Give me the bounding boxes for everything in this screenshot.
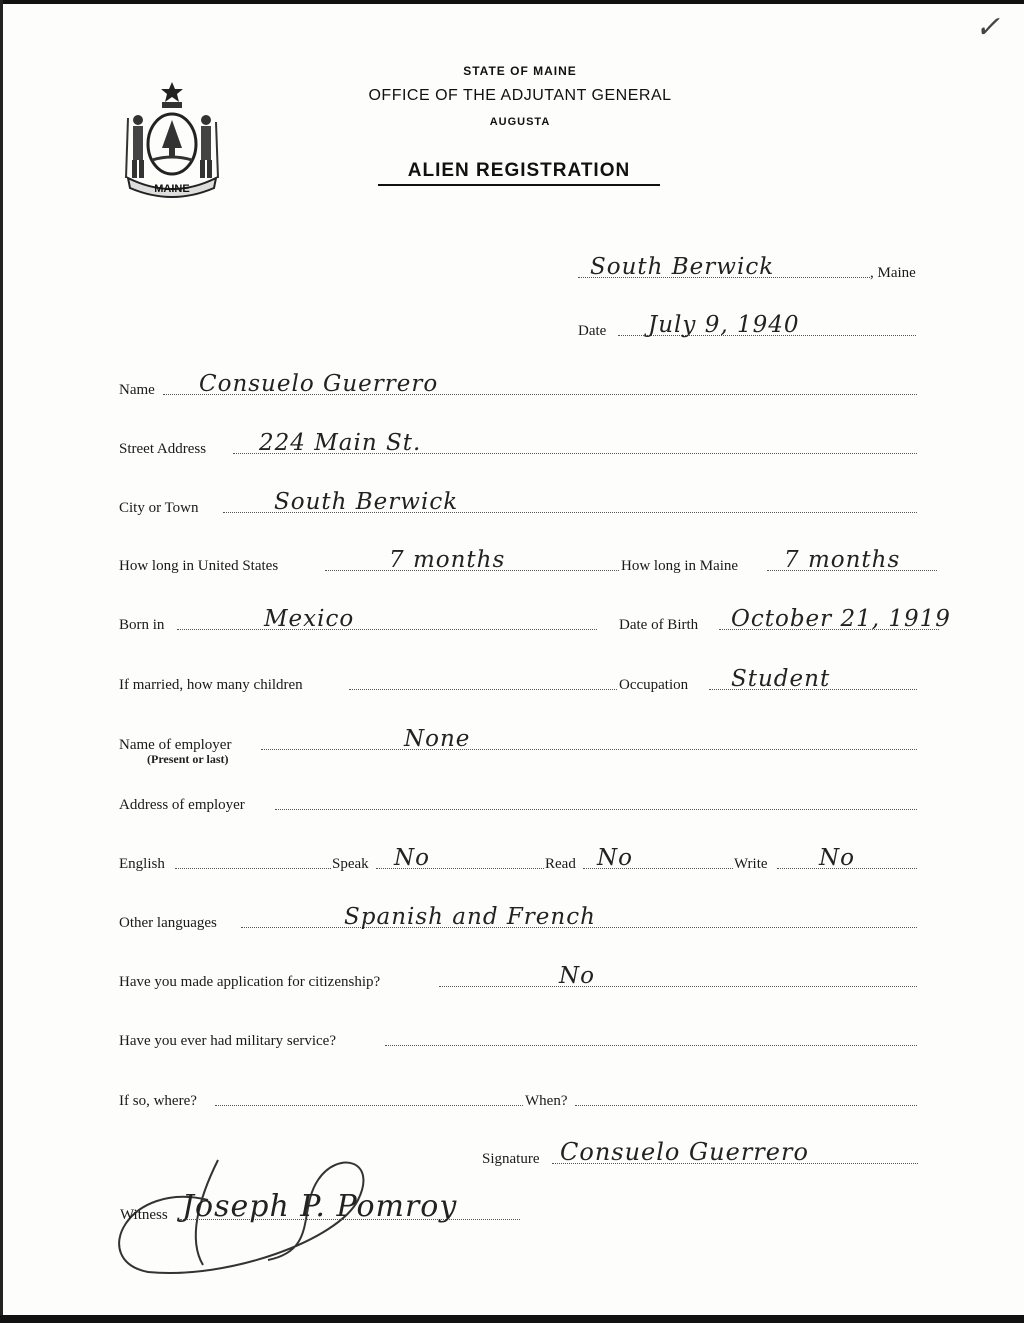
citizenship-row	[119, 965, 917, 991]
employer-address-label: Address of employer	[119, 797, 245, 813]
where-when-row	[119, 1084, 917, 1110]
write-value: No	[819, 845, 855, 871]
scan-edge-top	[0, 0, 1024, 4]
name-value: Consuelo Guerrero	[199, 371, 439, 397]
employer-address-line	[275, 809, 917, 810]
citizenship-line	[439, 986, 917, 987]
scan-edge-bottom	[0, 1315, 1024, 1323]
read-value: No	[597, 845, 633, 871]
born-in-line	[177, 629, 597, 630]
where-label: If so, where?	[119, 1093, 197, 1109]
occupation-label: Occupation	[619, 677, 689, 693]
dob-label: Date of Birth	[619, 617, 699, 633]
maine-duration-label: How long in Maine	[621, 558, 739, 574]
state-heading: STATE OF MAINE	[463, 64, 577, 78]
witness-label: Witness	[120, 1207, 168, 1223]
other-languages-label: Other languages	[119, 915, 217, 931]
children-line	[349, 689, 617, 690]
military-row	[119, 1024, 917, 1050]
born-in-value: Mexico	[264, 606, 355, 632]
children-occupation-row	[119, 668, 917, 694]
speak-value: No	[394, 845, 430, 871]
signature-value: Consuelo Guerrero	[560, 1138, 809, 1166]
english-row	[119, 847, 917, 873]
other-languages-row	[119, 906, 917, 932]
city-label: City or Town	[119, 500, 199, 516]
citizenship-label: Have you made application for citizenship?	[119, 974, 381, 990]
employer-sublabel: (Present or last)	[147, 752, 229, 766]
place-town-value: South Berwick	[590, 254, 775, 280]
city-row	[119, 491, 917, 517]
us-duration-value: 7 months	[389, 547, 506, 573]
military-label: Have you ever had military service?	[119, 1033, 336, 1049]
employer-line	[261, 749, 917, 750]
us-duration-label: How long in United States	[119, 558, 279, 574]
scan-edge-left	[0, 0, 3, 1323]
date-row	[578, 314, 918, 340]
signature-label: Signature	[482, 1151, 540, 1167]
speak-label: Speak	[332, 856, 369, 872]
english-line	[175, 868, 331, 869]
city-value: South Berwick	[274, 489, 459, 515]
name-row	[119, 373, 917, 399]
military-line	[385, 1045, 917, 1046]
maine-label: , Maine	[870, 265, 916, 281]
street-label: Street Address	[119, 441, 207, 457]
employer-address-row	[119, 788, 917, 814]
born-in-label: Born in	[119, 617, 165, 633]
english-label: English	[119, 856, 165, 872]
city-heading: AUGUSTA	[489, 116, 551, 128]
birth-row	[119, 608, 949, 634]
citizenship-value: No	[559, 963, 595, 989]
other-languages-value: Spanish and French	[344, 904, 596, 930]
place-row	[560, 256, 940, 282]
employer-label: Name of employer	[119, 737, 232, 753]
maine-seal-icon	[118, 78, 226, 200]
maine-duration-value: 7 months	[784, 547, 901, 573]
when-label: When?	[525, 1093, 568, 1109]
street-value: 224 Main St.	[259, 430, 422, 456]
form-title: ALIEN REGISTRATION	[378, 160, 660, 186]
residence-duration-row	[119, 549, 939, 575]
employer-row	[119, 728, 917, 754]
employer-value: None	[404, 726, 471, 752]
read-label: Read	[545, 856, 576, 872]
witness-value: Joseph P. Pomroy	[182, 1189, 458, 1224]
office-heading: OFFICE OF THE ADJUTANT GENERAL	[368, 87, 672, 104]
write-label: Write	[734, 856, 768, 872]
where-line	[215, 1105, 523, 1106]
date-value: July 9, 1940	[648, 312, 800, 338]
seal-banner-label: MAINE	[154, 183, 190, 195]
when-line	[575, 1105, 917, 1106]
children-label: If married, how many children	[119, 677, 303, 693]
dob-value: October 21, 1919	[731, 606, 951, 632]
occupation-value: Student	[731, 666, 831, 692]
witness-row	[120, 1189, 560, 1224]
name-label: Name	[119, 382, 155, 398]
date-label: Date	[578, 323, 607, 339]
corner-check-mark: ✓	[975, 10, 1001, 45]
street-row	[119, 432, 917, 458]
